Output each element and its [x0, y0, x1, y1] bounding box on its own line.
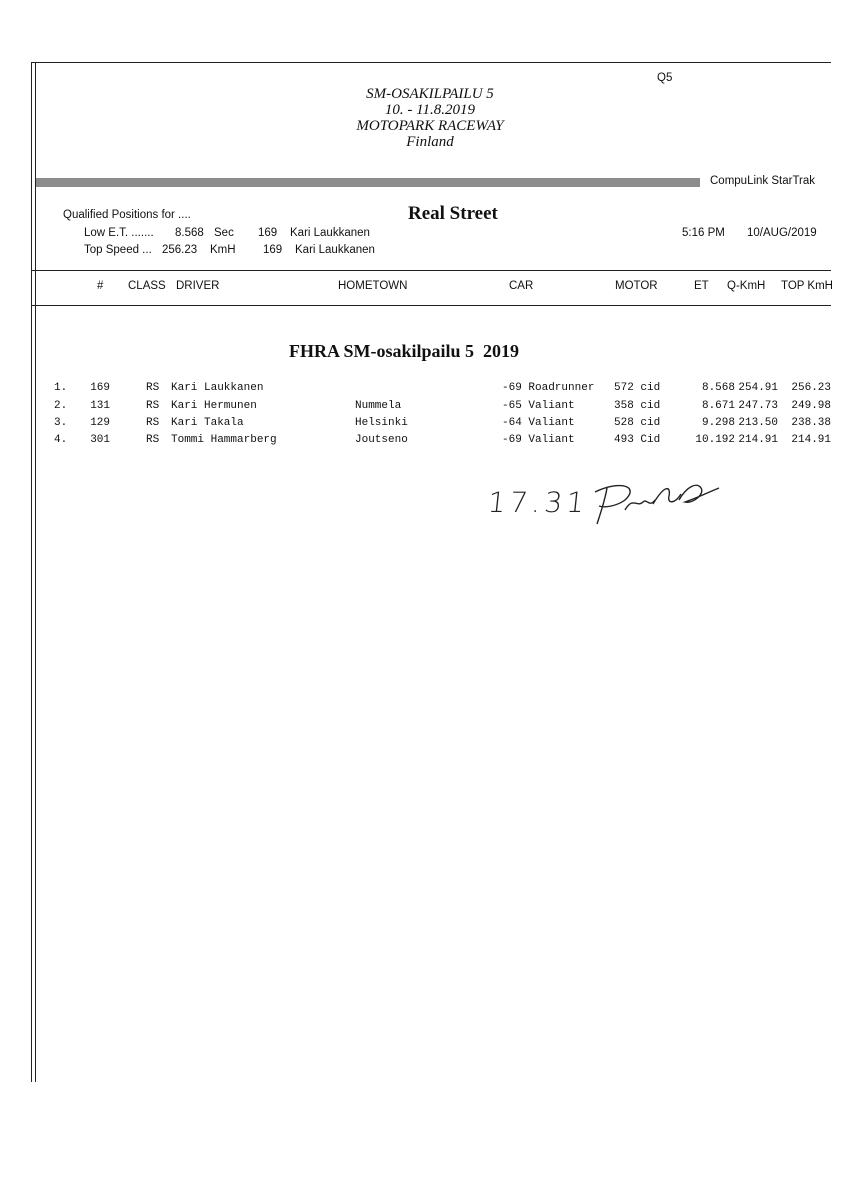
low-et-unit: Sec — [214, 227, 234, 239]
row-et: 8.671 — [701, 400, 735, 412]
row-num: 131 — [90, 400, 110, 412]
row-pos: 2. — [54, 400, 68, 412]
col-motor: MOTOR — [615, 280, 658, 292]
low-et-num: 169 — [258, 227, 278, 239]
top-speed-driver: Kari Laukkanen — [295, 244, 375, 256]
row-pos: 4. — [54, 434, 68, 446]
results-title: FHRA SM-osakilpailu 5 2019 — [289, 341, 520, 361]
row-num: 129 — [90, 417, 110, 429]
report-date: 10/AUG/2019 — [747, 227, 817, 239]
left-border-outer — [31, 62, 32, 1082]
row-class: RS — [146, 434, 160, 446]
row-pos: 3. — [54, 417, 68, 429]
col-qkmh: Q-KmH — [727, 280, 766, 292]
row-num: 169 — [90, 382, 110, 394]
row-et: 9.298 — [701, 417, 735, 429]
row-qkmh: 214.91 — [738, 434, 778, 446]
top-speed-num: 169 — [263, 244, 283, 256]
venue: MOTOPARK RACEWAY — [356, 118, 504, 134]
row-car: -65 Valiant — [502, 400, 575, 412]
qualified-label: Qualified Positions for .... — [63, 209, 191, 221]
col-class: CLASS — [128, 280, 166, 292]
row-et: 8.568 — [701, 382, 735, 394]
row-hometown: Nummela — [355, 400, 402, 412]
class-name: Real Street — [408, 203, 498, 224]
sheet-code: Q5 — [657, 72, 673, 84]
col-driver: DRIVER — [176, 280, 220, 292]
row-motor: 493 Cid — [614, 434, 661, 446]
row-car: -69 Valiant — [502, 434, 575, 446]
top-speed-value: 256.23 — [162, 244, 198, 256]
row-class: RS — [146, 400, 160, 412]
handwritten-time: 17.31 — [486, 486, 590, 519]
divider-summary — [31, 270, 831, 271]
row-et: 10.192 — [695, 434, 735, 446]
row-class: RS — [146, 417, 160, 429]
low-et-value: 8.568 — [175, 227, 204, 239]
row-driver: Kari Takala — [171, 417, 244, 429]
low-et-label: Low E.T. ....... — [84, 227, 154, 239]
row-num: 301 — [90, 434, 110, 446]
col-num: # — [97, 280, 104, 292]
row-qkmh: 213.50 — [738, 417, 778, 429]
row-hometown: Joutseno — [355, 434, 408, 446]
event-dates: 10. - 11.8.2019 — [384, 102, 476, 118]
top-speed-label: Top Speed ... — [84, 244, 152, 256]
top-speed-unit: KmH — [210, 244, 236, 256]
col-car: CAR — [509, 280, 534, 292]
row-driver: Kari Laukkanen — [171, 382, 264, 394]
divider-columns — [31, 305, 831, 306]
event-title: SM-OSAKILPAILU 5 — [366, 86, 494, 102]
col-top: TOP KmH — [781, 280, 833, 292]
row-pos: 1. — [54, 382, 68, 394]
row-hometown: Helsinki — [355, 417, 408, 429]
row-car: -69 Roadrunner — [502, 382, 595, 394]
row-top: 256.23 — [791, 382, 831, 394]
row-car: -64 Valiant — [502, 417, 575, 429]
timing-system: CompuLink StarTrak — [710, 175, 816, 187]
country: Finland — [406, 134, 454, 150]
row-driver: Tommi Hammarberg — [171, 434, 277, 446]
handwritten-signature — [585, 478, 725, 528]
row-qkmh: 247.73 — [738, 400, 778, 412]
top-border — [31, 62, 831, 63]
col-et: ET — [694, 280, 709, 292]
row-motor: 528 cid — [614, 417, 661, 429]
row-top: 214.91 — [791, 434, 831, 446]
row-qkmh: 254.91 — [738, 382, 778, 394]
left-border-inner — [35, 62, 36, 1082]
row-motor: 572 cid — [614, 382, 661, 394]
dotted-rule — [36, 178, 700, 187]
report-time: 5:16 PM — [682, 227, 725, 239]
row-class: RS — [146, 382, 160, 394]
col-hometown: HOMETOWN — [338, 280, 408, 292]
low-et-driver: Kari Laukkanen — [290, 227, 370, 239]
row-motor: 358 cid — [614, 400, 661, 412]
row-driver: Kari Hermunen — [171, 400, 257, 412]
row-top: 238.38 — [791, 417, 831, 429]
row-top: 249.98 — [791, 400, 831, 412]
